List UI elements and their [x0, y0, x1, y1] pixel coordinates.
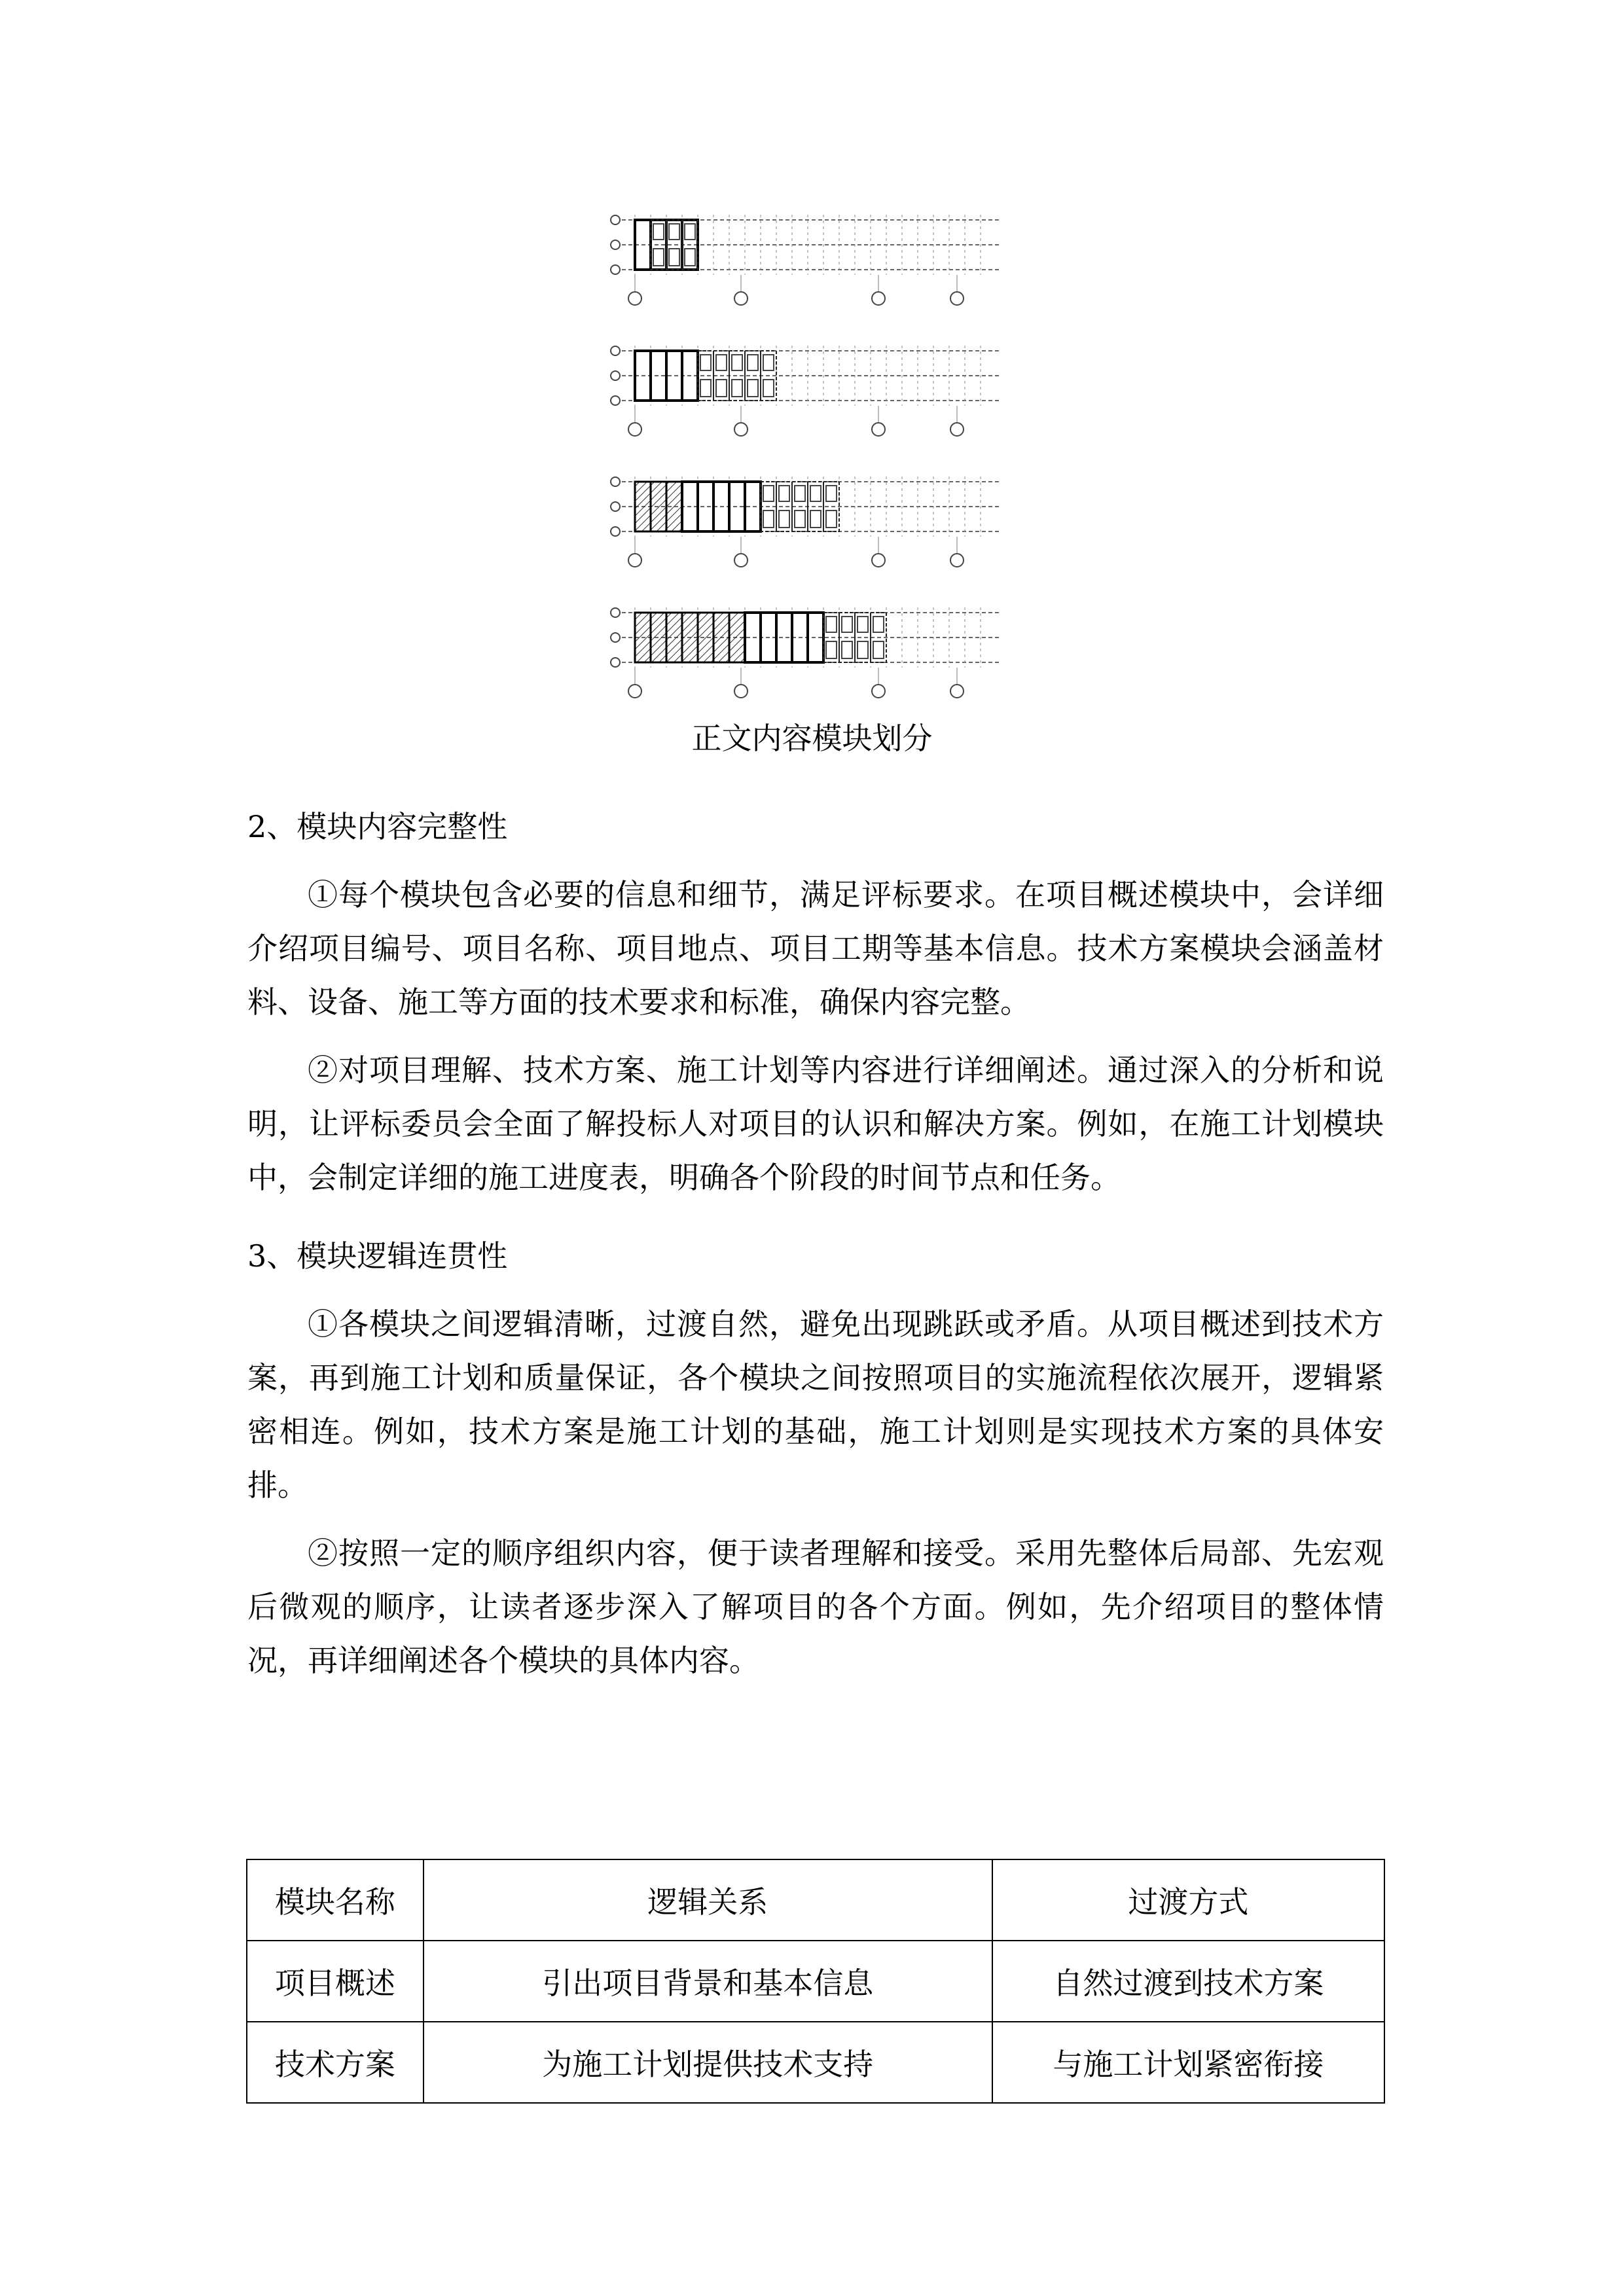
formwork-panel [842, 617, 852, 632]
axis-bubble [611, 265, 620, 274]
formwork-panel [763, 511, 774, 528]
axis-bubble [611, 371, 620, 380]
formwork-panel [842, 641, 852, 658]
formwork-panel [748, 355, 758, 370]
formwork-panel [763, 380, 774, 397]
formwork-panel [857, 641, 868, 658]
table-cell: 引出项目背景和基本信息 [424, 1941, 992, 2022]
axis-bubble [611, 346, 620, 355]
table-row [247, 1941, 1384, 2022]
formwork-panel [653, 249, 664, 266]
table-cell: 与施工计划紧密衔接 [992, 2022, 1384, 2103]
axis-bubble [611, 477, 620, 486]
poured-bay [698, 482, 713, 531]
formwork-panel [826, 486, 837, 501]
axis-bubble [611, 215, 620, 224]
formwork-panel [873, 641, 884, 658]
axis-bubble [950, 423, 964, 436]
axis-bubble [872, 685, 885, 698]
axis-bubble [611, 502, 620, 511]
formwork-panel [748, 380, 758, 397]
completed-bay [682, 613, 698, 662]
formwork-panel [685, 224, 695, 240]
table-row [247, 2022, 1384, 2103]
table-cell: 技术方案 [247, 2022, 424, 2103]
formwork-panel [700, 380, 711, 397]
formwork-panel [716, 380, 727, 397]
paragraph: ②对项目理解、技术方案、施工计划等内容进行详细阐述。通过深入的分析和说明，让评标委员会全面了解投标人对项目的认识和解决方案。例如，在施工计划模块中，会制定详细的施工进度表，明确各个阶段的时间节点和任务。 [247, 1052, 1384, 1195]
formwork-panel [857, 617, 868, 632]
module-table [246, 1859, 1385, 2104]
table-header-cell: 过渡方式 [992, 1859, 1384, 1941]
formwork-panel [826, 511, 837, 528]
axis-bubble [872, 554, 885, 567]
axis-bubble [950, 685, 964, 698]
table-header-cell: 模块名称 [247, 1859, 424, 1941]
completed-bay [651, 613, 666, 662]
poured-bay [776, 613, 792, 662]
axis-bubble [734, 685, 748, 698]
formwork-panel [669, 224, 679, 240]
paragraph: ①各模块之间逻辑清晰，过渡自然，避免出现跳跃或矛盾。从项目概述到技术方案，再到施工计划和质量保证，各个模块之间按照项目的实施流程依次展开，逻辑紧密相连。例如，技术方案是施工计划的基础，施工计划则是实现技术方案的具体安排。 [247, 1306, 1384, 1503]
completed-bay [651, 482, 666, 531]
formwork-panel [810, 486, 821, 501]
table-header-cell: 逻辑关系 [424, 1859, 992, 1941]
formwork-panel [795, 486, 805, 501]
formwork-panel [732, 355, 742, 370]
paragraph: ②按照一定的顺序组织内容，便于读者理解和接受。采用先整体后局部、先宏观后微观的顺序，让读者逐步深入了解项目的各个方面。例如，先介绍项目的整体情况，再详细阐述各个模块的具体内容。 [247, 1535, 1384, 1678]
formwork-panel [700, 355, 711, 370]
formwork-panel [653, 224, 664, 240]
axis-bubble [628, 685, 641, 698]
axis-bubble [872, 292, 885, 305]
formwork-panel [779, 511, 789, 528]
axis-bubble [734, 292, 748, 305]
formwork-panel [763, 486, 774, 501]
axis-bubble [950, 292, 964, 305]
table-cell: 项目概述 [247, 1941, 424, 2022]
completed-bay [698, 613, 713, 662]
formwork-panel [810, 511, 821, 528]
axis-bubble [611, 396, 620, 405]
module-division-drawing [609, 194, 1015, 711]
axis-bubble [611, 633, 620, 642]
axis-bubble [872, 423, 885, 436]
axis-bubble [734, 423, 748, 436]
axis-bubble [611, 240, 620, 249]
table-cell: 自然过渡到技术方案 [992, 1941, 1384, 2022]
completed-bay [666, 482, 682, 531]
formwork-panel [732, 380, 742, 397]
section-heading: 2、模块内容完整性 [247, 809, 508, 844]
table-cell: 为施工计划提供技术支持 [424, 2022, 992, 2103]
formwork-panel [779, 486, 789, 501]
completed-bay [635, 482, 651, 531]
axis-bubble [611, 658, 620, 667]
formwork-panel [795, 511, 805, 528]
section-heading: 3、模块逻辑连贯性 [247, 1238, 508, 1274]
body-content [247, 800, 1384, 1687]
formwork-panel [826, 617, 837, 632]
figure-caption: 正文内容模块划分 [691, 721, 933, 756]
formwork-panel [826, 641, 837, 658]
axis-bubble [628, 292, 641, 305]
completed-bay [729, 613, 745, 662]
axis-bubble [611, 608, 620, 617]
module-division-figure [609, 194, 1015, 711]
axis-bubble [628, 554, 641, 567]
formwork-panel [669, 249, 679, 266]
axis-bubble [611, 527, 620, 536]
table-header-row [247, 1859, 1384, 1941]
axis-bubble [628, 423, 641, 436]
completed-bay [713, 613, 729, 662]
paragraph: ①每个模块包含必要的信息和细节，满足评标要求。在项目概述模块中，会详细介绍项目编号、项目名称、项目地点、项目工期等基本信息。技术方案模块会涵盖材料、设备、施工等方面的技术要求和标准，确保内容完整。 [247, 877, 1384, 1020]
formwork-panel [763, 355, 774, 370]
completed-bay [666, 613, 682, 662]
axis-bubble [950, 554, 964, 567]
formwork-panel [716, 355, 727, 370]
formwork-panel [685, 249, 695, 266]
completed-bay [635, 613, 651, 662]
formwork-panel [873, 617, 884, 632]
axis-bubble [734, 554, 748, 567]
